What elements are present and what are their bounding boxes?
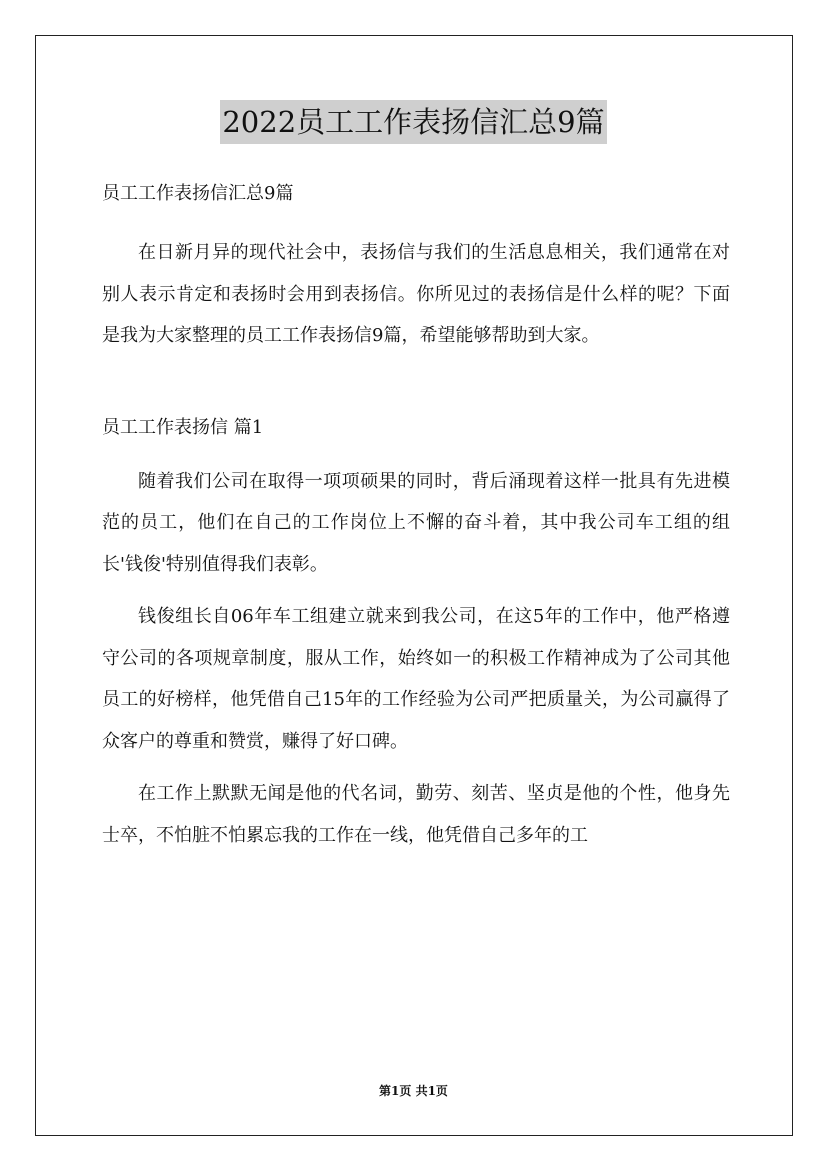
document-subtitle: 员工工作表扬信汇总9篇 [102, 183, 294, 204]
section-heading: 员工工作表扬信 篇1 [102, 416, 264, 438]
document-body [102, 176, 730, 856]
document-title: 2022员工工作表扬信汇总9篇 [220, 100, 606, 144]
title-container [0, 100, 827, 144]
body-paragraph: 钱俊组长自06年车工组建立就来到我公司，在这5年的工作中，他严格遵守公司的各项规章制度，服从工作，始终如一的积极工作精神成为了公司其他员工的好榜样，他凭借自己15年的工作经验为公司严把质量关，为公司赢得了众客户的尊重和赞赏，赚得了好口碑。 [102, 606, 730, 752]
intro-paragraph: 在日新月异的现代社会中，表扬信与我们的生活息息相关，我们通常在对别人表示肯定和表扬时会用到表扬信。你所见过的表扬信是什么样的呢？下面是我为大家整理的员工工作表扬信9篇，希望能够帮助到大家。 [102, 242, 730, 346]
page-footer: 第1页 共1页 [379, 1084, 448, 1098]
body-paragraph: 在工作上默默无闻是他的代名词，勤劳、刻苦、坚贞是他的个性，他身先士卒，不怕脏不怕累忘我的工作在一线，他凭借自己多年的工 [102, 783, 730, 846]
body-paragraph: 随着我们公司在取得一项项硕果的同时，背后涌现着这样一批具有先进模范的员工，他们在自己的工作岗位上不懈的奋斗着，其中我公司车工组的组长'钱俊'特别值得我们表彰。 [102, 470, 730, 575]
